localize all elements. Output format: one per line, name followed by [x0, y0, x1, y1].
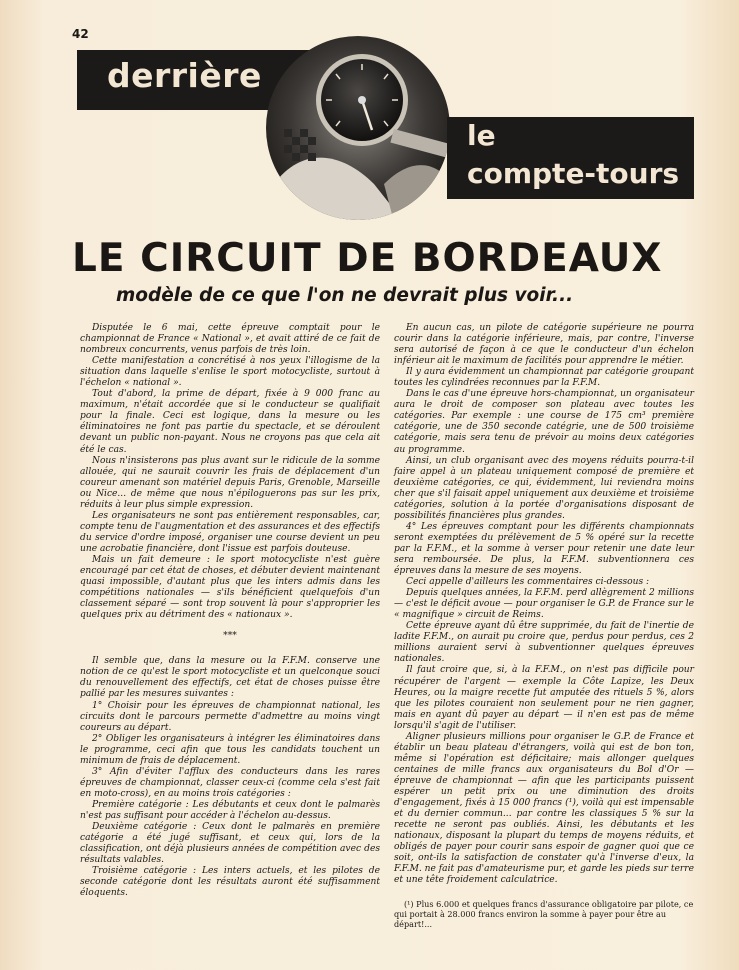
paragraph: Ainsi, un club organisant avec des moyens réduits pourra-t-il faire appel à un plateau uniquement composé de première et deuxième catégories, ce qui, évidemment, lui reviendra moins cher que s'il faisait appel uniquement aux deuxième et troisième catégories, solution à la portée d'organisations disposant de possibilités financières plus grandes. — [394, 455, 694, 521]
paragraph: En aucun cas, un pilote de catégorie supérieure ne pourra courir dans la catégorie inférieure, mais, par contre, l'inverse sera autorisé de façon à ce que le conducteur d'un échelon inférieur ait le maximum de facilités pour apprendre le métier. — [394, 323, 694, 367]
section-word-le: le — [467, 119, 496, 152]
paragraph: 4° Les épreuves comptant pour les différents championnats seront exemptées du prélèvement de 5 % opéré sur la recette par la F.F.M., et la somme à verser pour retenir une date leur sera remboursée. De plus, la F.F.M. subventionnera ces épreuves dans la mesure de ses moyens. — [394, 521, 694, 577]
paragraph: Ceci appelle d'ailleurs les commentaires ci-dessous : — [406, 577, 650, 588]
footnote — [394, 899, 694, 929]
article-subtitle: modèle de ce que l'on ne devrait plus voir... — [116, 285, 574, 306]
paragraph: Depuis quelques années, la F.F.M. perd allègrement 2 millions — c'est le déficit avoue — pour organiser le G.P. de France sur le « magnifique » circuit de Reims. — [394, 588, 694, 621]
paragraph: Troisième catégorie : Les inters actuels, et les pilotes de seconde catégorie dont les résultats auront été suffisamment éloquents. — [80, 866, 380, 899]
section-word-derriere: derrière — [107, 56, 262, 95]
paragraph: Les organisateurs ne sont pas entièrement responsables, car, compte tenu de l'augmentation et des assurances et des effectifs du service d'ordre imposé, organiser une course devient un peu une acrobatie financière, dont l'issue est parfois douteuse. — [80, 510, 380, 554]
paragraph: Il y aura évidemment un championnat par catégorie groupant toutes les cylindrées reconnues par la F.F.M. — [394, 367, 694, 389]
paragraph: Disputée le 6 mai, cette épreuve comptait pour le championnat de France « National », et avait attiré de ce fait de nombreux concurrents, venus parfois de très loin. — [80, 323, 380, 356]
page-number: 42 — [72, 27, 89, 41]
paragraph: Tout d'abord, la prime de départ, fixée à 9 000 franc au maximum, n'était accordée que si le conducteur se qualifiait pour la finale. Ceci est logique, dans la mesure ou les éliminatoires ne font pas partie du spectacle, et se déroulent devant un public non-payant. Nous ne croyons pas que cela ait été le cas. — [80, 389, 380, 455]
paragraph: Mais un fait demeure : le sport motocycliste n'est guère encouragé par cet état de choses, et débuter devient maintenant quasi impossible, d'autant plus que les inters admis dans les compétitions nationales — s'ils bénéficient quelquefois d'un classement séparé — sont trop souvent là pour s'approprier les quelques prix au détriment des « nationaux ». — [80, 554, 380, 621]
left-column — [80, 323, 380, 899]
footnote-text: (¹) Plus 6.000 et quelques francs d'assurance obligatoire par pilote, ce qui portait à 28.000 francs environ la somme à payer pour être au départ!... — [394, 899, 694, 929]
paragraph: Il semble que, dans la mesure ou la F.F.M. conserve une notion de ce qu'est le sport motocycliste et un quelconque souci du renouvellement des effectifs, cet état de choses puisse être pallié par les mesures suivantes : — [80, 656, 380, 700]
paragraph: Cette manifestation a concrétisé à nos yeux l'illogisme de la situation dans laquelle s'enlise le sport motocycliste, surtout à l'échelon « national ». — [80, 356, 380, 389]
paragraph: Première catégorie : Les débutants et ceux dont le palmarès n'est pas suffisant pour accéder à l'échelon au-dessus. — [80, 799, 380, 821]
paragraph: Dans le cas d'une épreuve hors-championnat, un organisateur aura le droit de composer son plateau avec toutes les catégories. Par exemple : une course de 175 cm³ première catégorie, une de 350 seconde catégrie, une de 500 troisième catégorie, mais sera tenu de prévoir au moins deux catégories au programme. — [394, 389, 694, 455]
paragraph: Cette épreuve ayant dû être supprimée, du fait de l'inertie de ladite F.F.M., on aurait pu croire que, perdus pour perdus, ces 2 millions auraient servi à subventionner quelques épreuves nationales. — [394, 621, 694, 665]
section-banner-bottom — [447, 117, 694, 199]
paragraph: Deuxième catégorie : Ceux dont le palmarès en première catégorie a été jugé suffisant, et ceux qui, lors de la classification, ont déjà plusieurs années de compétition avec des résultats valables. — [80, 822, 380, 866]
section-separator: *** — [223, 631, 237, 642]
paragraph: 3° Afin d'éviter l'afflux des conducteurs dans les rares épreuves de championnat, classer ceux-ci (comme cela s'est fait en moto-cross), en au moins trois catégories : — [80, 766, 380, 799]
tachometer-photo — [264, 34, 452, 222]
paragraph: 1° Choisir pour les épreuves de championnat national, les circuits dont le parcours permette d'admettre au moins vingt coureurs au départ. — [80, 700, 380, 733]
article-title: LE CIRCUIT DE BORDEAUX — [72, 236, 663, 281]
paragraph: Il faut croire que, si, à la F.F.M., on n'est pas difficile pour récupérer de l'argent — exemple la Côte Lapize, les Deux Heures, ou la maigre recette fut amputée des rituels 5 %, alors que les pilotes couraient non seulement pour ne rien gagner, mais en ayant dû payer au départ — il n'en est pas de même lorsqu'il s'agit de l'utiliser. — [394, 665, 694, 731]
right-column — [394, 323, 694, 886]
paragraph: Aligner plusieurs millions pour organiser le G.P. de France et établir un beau plateau d'étrangers, voilà qui est de bon ton, même si l'opération est déficitaire; mais allonger quelques centaines de mille francs aux organisateurs du Bol d'Or — épreuve de championnat — afin que les participants puissent espérer un petit prix ou une diminution des droits d'engagement, fixés à 15 000 francs (¹), voilà qui est impensable et du dernier commun... par contre les classiques 5 % sur la recette ne seront pas oubliés. Ainsi, les débutants et les nationaux, disposant la plupart du temps de moyens réduits, et obligés de payer pour courir sans espoir de gagner quoi que ce soit, ont-ils la satisfaction de constater qu'à l'inverse d'eux, la F.F.M. ne fait pas d'amateurisme pur, et garde les pieds sur terre et une tête froidement calculatrice. — [394, 731, 694, 886]
paragraph: Nous n'insisterons pas plus avant sur le ridicule de la somme allouée, qui ne saurait couvrir les frais de déplacement d'un coureur amenant son matériel depuis Paris, Grenoble, Marseille ou Nice... de même que nous n'épiloguerons pas sur les prix, réduits à leur plus simple expression. — [80, 455, 380, 510]
section-word-compte-tours: compte-tours — [467, 157, 680, 190]
paragraph: 2° Obliger les organisateurs à intégrer les éliminatoires dans le programme, ceci afin que tous les candidats touchent un minimum de frais de déplacement. — [80, 733, 380, 766]
